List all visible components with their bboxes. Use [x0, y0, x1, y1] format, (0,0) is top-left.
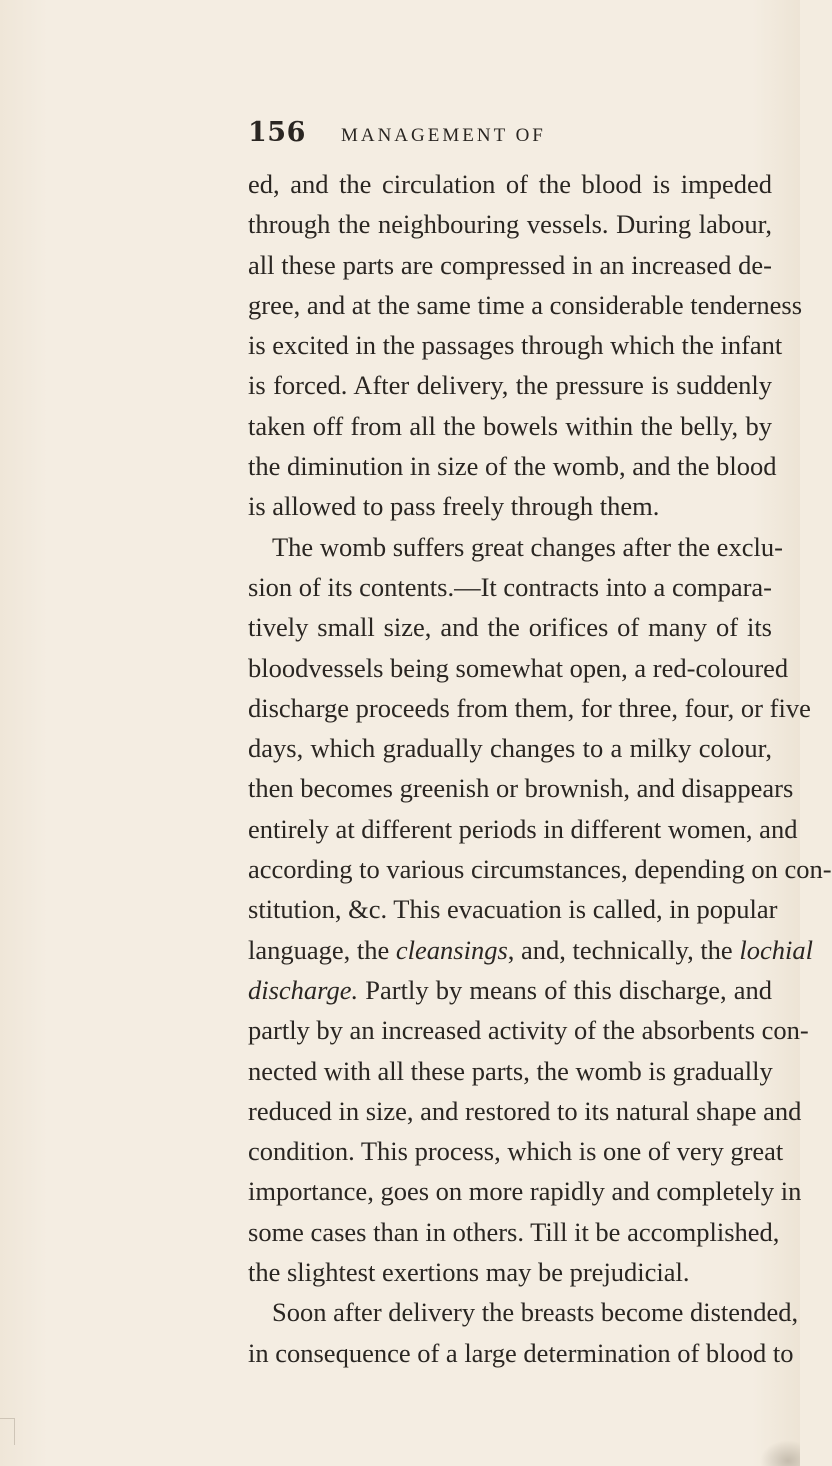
text-line: The womb suffers great changes after the exclu- [272, 531, 783, 562]
page-header [248, 117, 668, 157]
text-line: in consequence of a large determination of blood to [248, 1337, 794, 1368]
scan-smudge [760, 1440, 800, 1466]
text-line: is allowed to pass freely through them. [248, 491, 660, 522]
text-line: reduced in size, and restored to its natural shape and [248, 1095, 802, 1126]
text-line: importance, goes on more rapidly and completely in [248, 1176, 802, 1207]
text-line: the diminution in size of the womb, and the blood [248, 451, 777, 482]
text-line: then becomes greenish or brownish, and disappears [248, 773, 794, 804]
text-line-with-italics [248, 930, 813, 970]
page-number: 156 [248, 117, 306, 148]
text-line: Soon after delivery the breasts become distended, [272, 1297, 799, 1328]
text-line: gree, and at the same time a considerable tenderness [248, 289, 803, 320]
text-line: is excited in the passages through which the infant [248, 330, 783, 361]
text-segment: language, the [248, 934, 396, 965]
text-line: stitution, &c. This evacuation is called, in popular [248, 894, 778, 925]
text-line-with-italics [248, 970, 772, 1010]
text-line: entirely at different periods in different women, and [248, 813, 798, 844]
text-line: some cases than in others. Till it be accomplished, [248, 1216, 780, 1247]
text-line: all these parts are compressed in an increased de- [248, 249, 772, 280]
text-line: tively small size, and the orifices of many of its [248, 612, 772, 643]
text-line: taken off from all the bowels within the belly, by [248, 410, 772, 441]
text-line: according to various circumstances, depending on con- [248, 854, 832, 885]
italic-term: discharge. [248, 974, 359, 1005]
text-line: days, which gradually changes to a milky colour, [248, 733, 772, 764]
italic-term: cleansings [395, 934, 508, 965]
scan-corner-mark [0, 1418, 15, 1445]
body-text [248, 164, 832, 1373]
text-line: the slightest exertions may be prejudicial. [248, 1257, 690, 1288]
text-line: bloodvessels being somewhat open, a red-coloured [248, 652, 789, 683]
text-line: through the neighbouring vessels. During labour, [248, 209, 772, 240]
text-line: ed, and the circulation of the blood is impeded [248, 169, 772, 199]
text-line: is forced. After delivery, the pressure is suddenly [248, 370, 772, 401]
text-line: sion of its contents.—It contracts into a compara- [248, 571, 772, 602]
text-line: condition. This process, which is one of very great [248, 1136, 784, 1167]
text-segment: , and, technically, the [507, 934, 740, 965]
text-line: partly by an increased activity of the absorbents con- [248, 1015, 809, 1046]
text-line: nected with all these parts, the womb is gradually [248, 1055, 773, 1086]
text-line: discharge proceeds from them, for three, four, or five [248, 692, 811, 723]
italic-term: lochial [739, 934, 813, 965]
running-head: MANAGEMENT OF [340, 125, 546, 146]
text-segment: Partly by means of this discharge, and [358, 974, 772, 1005]
